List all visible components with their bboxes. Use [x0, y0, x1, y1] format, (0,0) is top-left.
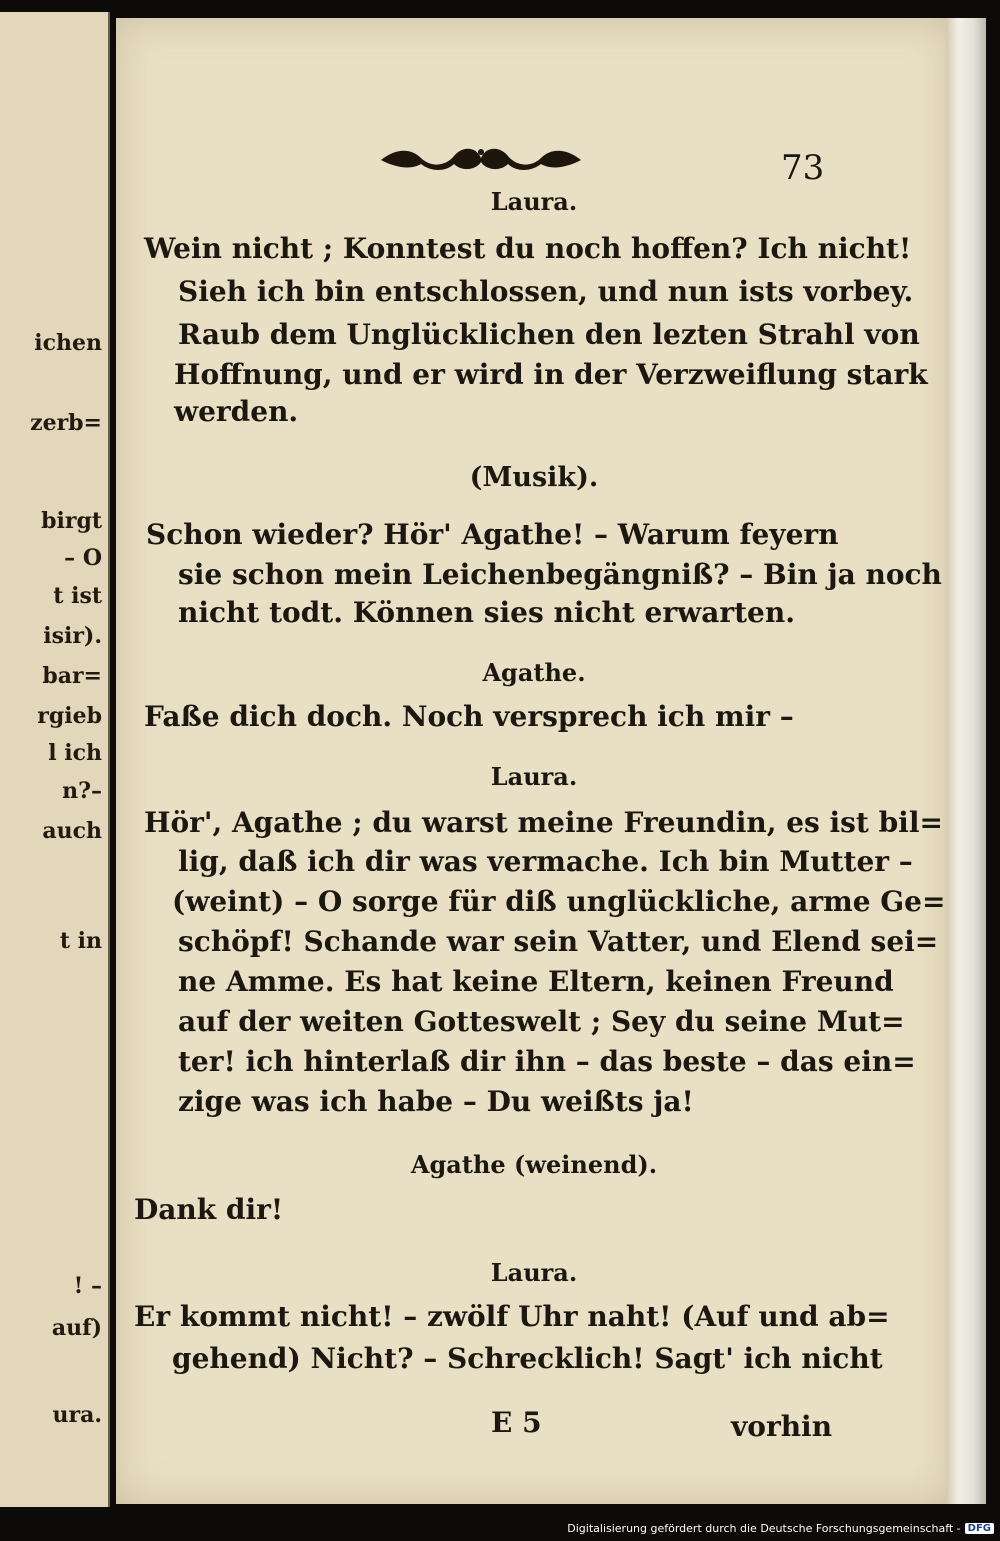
- speaker-name: Laura.: [490, 762, 578, 791]
- speaker-name: Laura.: [490, 187, 578, 216]
- text-line: schöpf! Schande war sein Vatter, und Elend sei=: [178, 925, 939, 958]
- page-edge: [946, 18, 986, 1504]
- facing-page: [0, 12, 110, 1507]
- dfg-logo: DFG: [965, 1523, 994, 1534]
- text-line: ne Amme. Es hat keine Eltern, keinen Freund: [178, 965, 894, 998]
- text-line: zige was ich habe – Du weißts ja!: [178, 1085, 694, 1118]
- ornament-icon: [376, 138, 586, 178]
- digitization-credit: [567, 1522, 994, 1535]
- credit-text: Digitalisierung gefördert durch die Deutsche Forschungsgemeinschaft -: [567, 1522, 961, 1535]
- stage-direction: (Musik).: [469, 462, 599, 493]
- speaker-name: Agathe (weinend).: [410, 1150, 658, 1179]
- catchword: vorhin: [731, 1410, 833, 1443]
- left-page-fragment: l ich: [48, 740, 102, 766]
- text-line: werden.: [174, 395, 299, 428]
- text-line: Sieh ich bin entschlossen, und nun ists vorbey.: [178, 275, 914, 308]
- text-line: Hoffnung, und er wird in der Verzweiflung stark: [174, 358, 928, 391]
- left-page-fragment: n?–: [62, 778, 102, 804]
- left-page-fragment: ichen: [34, 330, 102, 356]
- speaker-name: Agathe.: [482, 658, 586, 687]
- left-page-fragment: rgieb: [37, 703, 102, 729]
- text-line: lig, daß ich dir was vermache. Ich bin Mutter –: [178, 845, 913, 878]
- text-line: Er kommt nicht! – zwölf Uhr naht! (Auf und ab=: [134, 1300, 890, 1333]
- page-number: 73: [781, 148, 825, 188]
- left-page-fragment: ura.: [52, 1402, 102, 1428]
- left-page-fragment: t ist: [53, 583, 102, 609]
- text-line: Hör', Agathe ; du warst meine Freundin, es ist bil=: [144, 806, 943, 839]
- text-line: Raub dem Unglücklichen den lezten Strahl von: [178, 318, 920, 351]
- text-line: nicht todt. Können sies nicht erwarten.: [178, 596, 795, 629]
- text-line: Faße dich doch. Noch versprech ich mir –: [144, 700, 794, 733]
- text-line: gehend) Nicht? – Schrecklich! Sagt' ich nicht: [172, 1342, 883, 1375]
- signature-mark: E 5: [491, 1406, 542, 1439]
- left-page-fragment: zerb=: [30, 410, 102, 436]
- left-page-fragment: bar=: [42, 663, 102, 689]
- left-page-fragment: – O: [64, 545, 102, 571]
- book-page: [116, 18, 952, 1504]
- text-line: Dank dir!: [134, 1193, 284, 1226]
- left-page-fragment: birgt: [41, 508, 102, 534]
- text-line: (weint) – O sorge für diß unglückliche, arme Ge=: [172, 885, 946, 918]
- left-page-fragment: auch: [42, 818, 102, 844]
- left-page-fragment: t in: [59, 928, 102, 954]
- left-page-fragment: auf): [51, 1315, 102, 1341]
- text-line: auf der weiten Gotteswelt ; Sey du seine Mut=: [178, 1005, 905, 1038]
- speaker-name: Laura.: [490, 1258, 578, 1287]
- text-line: Wein nicht ; Konntest du noch hoffen? Ich nicht!: [144, 232, 912, 265]
- left-page-fragment: ! –: [73, 1273, 102, 1299]
- text-line: Schon wieder? Hör' Agathe! – Warum feyern: [146, 518, 839, 551]
- text-line: ter! ich hinterlaß dir ihn – das beste – das ein=: [178, 1045, 916, 1078]
- text-line: sie schon mein Leichenbegängniß? – Bin ja noch: [178, 558, 942, 591]
- left-page-fragment: isir).: [43, 623, 102, 649]
